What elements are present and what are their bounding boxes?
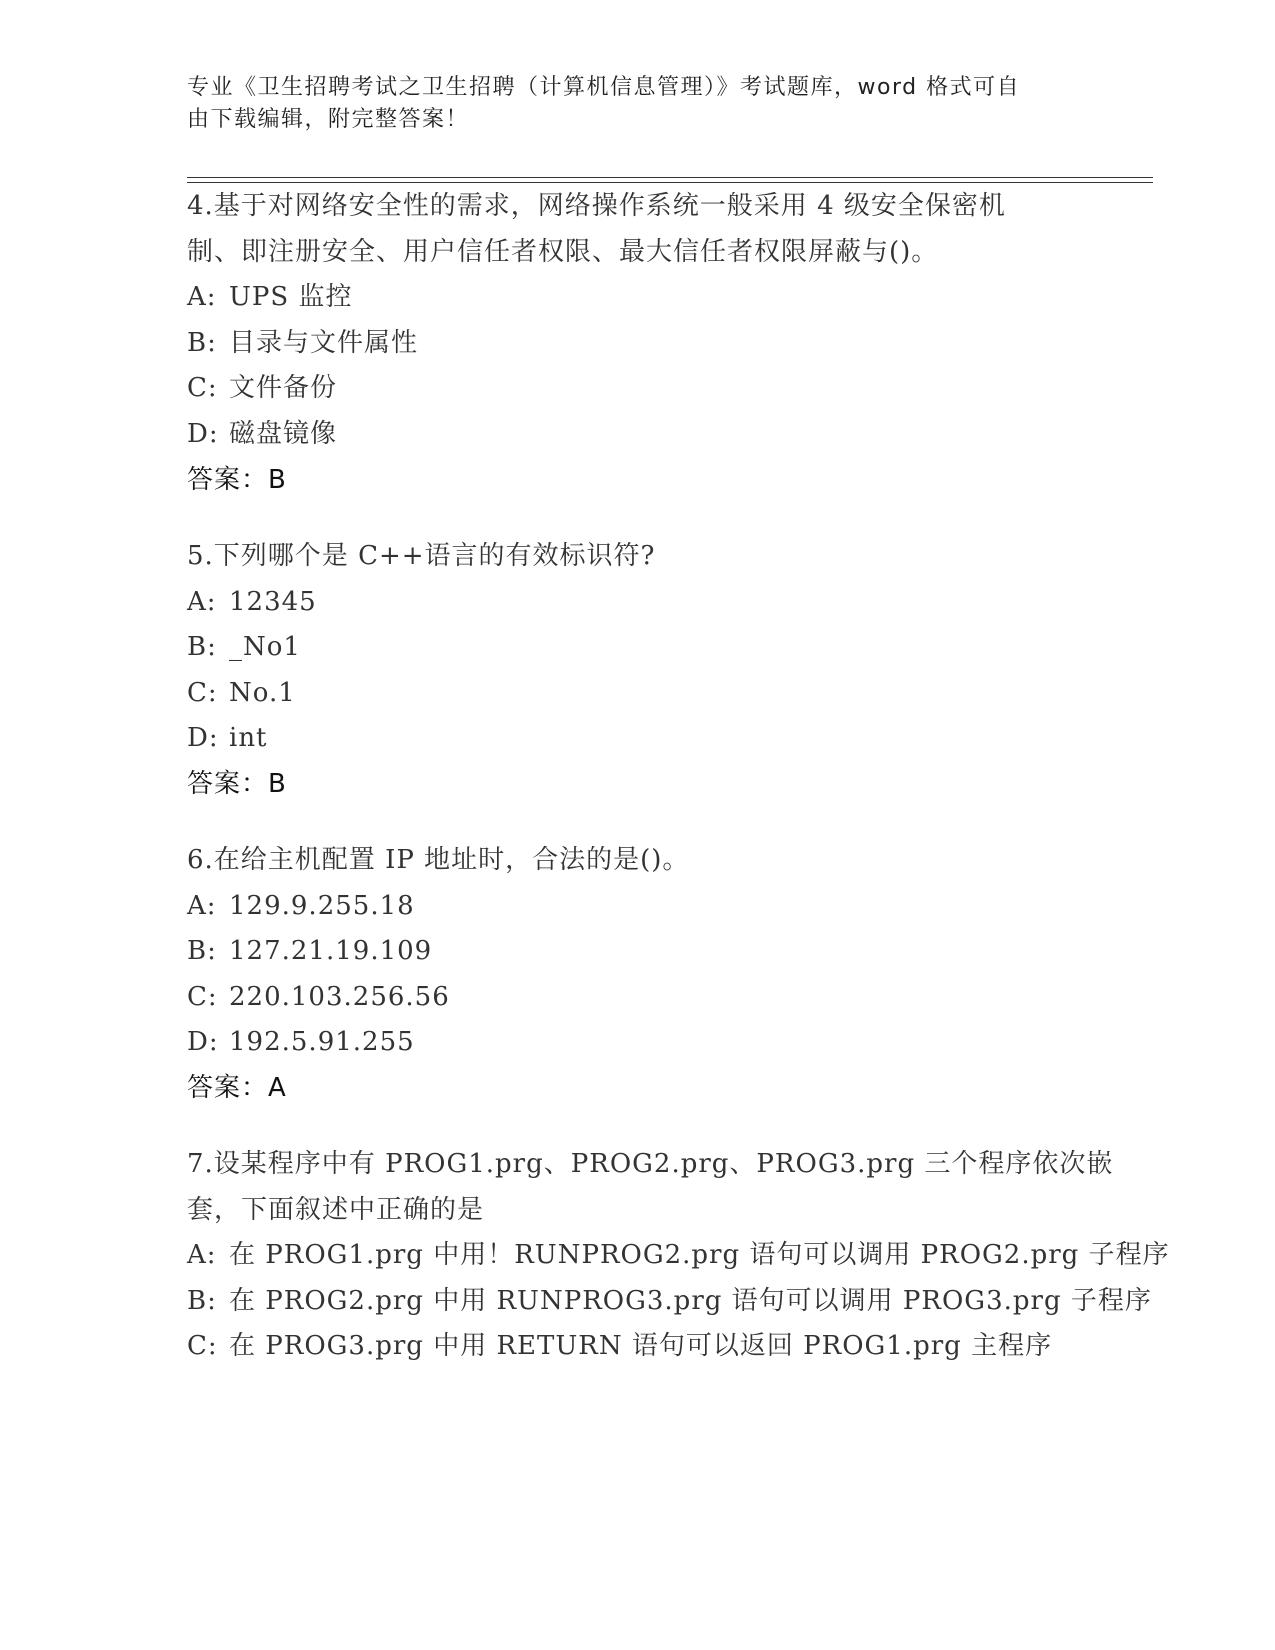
- option-c: [187, 975, 1067, 1021]
- answer-line: 答案：A: [187, 1072, 287, 1103]
- option-letter: B:: [187, 936, 217, 967]
- header-divider-bottom: [187, 182, 1153, 183]
- option-a: [187, 580, 1067, 626]
- option-text: 12345: [229, 586, 317, 617]
- question-stem: [187, 838, 1067, 884]
- option-letter: A:: [187, 586, 217, 617]
- option-text: 文件备份: [229, 373, 338, 404]
- document-header: [187, 72, 1067, 136]
- option-text: No.1: [229, 677, 296, 708]
- option-b: [187, 321, 1067, 367]
- option-letter: B:: [187, 1285, 217, 1316]
- answer-line: 答案：B: [187, 464, 287, 495]
- stem-line: 6.在给主机配置 IP 地址时，合法的是()。: [187, 845, 690, 875]
- option-a: [187, 1233, 1170, 1279]
- option-text: 在 PROG2.prg 中用 RUNPROG3.prg 语句可以调用 PROG3.prg 子程序: [229, 1285, 1152, 1316]
- option-letter: C:: [187, 677, 218, 708]
- option-text: 129.9.255.18: [229, 890, 415, 921]
- option-letter: D:: [187, 418, 219, 449]
- option-b: [187, 1279, 1152, 1325]
- option-text: 磁盘镜像: [229, 418, 338, 449]
- option-text: 127.21.19.109: [229, 936, 433, 967]
- option-text: 在 PROG1.prg 中用！RUNPROG2.prg 语句可以调用 PROG2.prg 子程序: [229, 1240, 1170, 1271]
- header-line-1: 专业《卫生招聘考试之卫生招聘（计算机信息管理）》考试题库，word 格式可自: [187, 75, 1021, 100]
- stem-line: 制、即注册安全、用户信任者权限、最大信任者权限屏蔽与()。: [187, 236, 939, 267]
- option-b: [187, 929, 1067, 975]
- option-c: [187, 366, 1067, 412]
- option-text: 在 PROG3.prg 中用 RETURN 语句可以返回 PROG1.prg 主程序: [229, 1331, 1053, 1362]
- option-letter: D:: [187, 1027, 219, 1058]
- question-5: [187, 534, 1067, 808]
- stem-line: 7.设某程序中有 PROG1.prg、PROG2.prg、PROG3.prg 三个程序依次嵌: [187, 1149, 1114, 1179]
- option-c: [187, 1324, 1067, 1370]
- option-d: [187, 1020, 1067, 1066]
- option-text: UPS 监控: [229, 282, 353, 313]
- answer-line: 答案：B: [187, 768, 287, 799]
- header-divider-top: [187, 177, 1153, 178]
- option-c: [187, 671, 1067, 717]
- question-stem: [187, 534, 1067, 580]
- option-letter: D:: [187, 723, 219, 754]
- option-letter: A:: [187, 1240, 217, 1271]
- question-stem: [187, 184, 1067, 275]
- option-a: [187, 275, 1067, 321]
- option-text: 220.103.256.56: [229, 981, 450, 1012]
- option-letter: C:: [187, 373, 218, 404]
- option-d: [187, 716, 1067, 762]
- question-7: [187, 1142, 1170, 1370]
- option-letter: B:: [187, 327, 217, 358]
- option-text: _No1: [229, 632, 301, 663]
- option-a: [187, 884, 1067, 930]
- option-text: 目录与文件属性: [229, 327, 419, 358]
- stem-line: 5.下列哪个是 C++语言的有效标识符?: [187, 541, 656, 571]
- question-4: [187, 184, 1067, 503]
- option-letter: C:: [187, 981, 218, 1012]
- stem-line: 4.基于对网络安全性的需求，网络操作系统一般采用 4 级安全保密机: [187, 191, 1006, 221]
- option-letter: A:: [187, 890, 217, 921]
- header-line-2: 由下载编辑，附完整答案！: [187, 107, 470, 132]
- option-text: int: [229, 723, 268, 754]
- option-text: 192.5.91.255: [229, 1027, 415, 1058]
- question-stem: [187, 1142, 1114, 1233]
- option-letter: C:: [187, 1331, 218, 1362]
- option-letter: B:: [187, 632, 217, 663]
- option-b: [187, 625, 1067, 671]
- option-letter: A:: [187, 282, 217, 313]
- stem-line: 套，下面叙述中正确的是: [187, 1194, 485, 1225]
- option-d: [187, 412, 1067, 458]
- question-6: [187, 838, 1067, 1112]
